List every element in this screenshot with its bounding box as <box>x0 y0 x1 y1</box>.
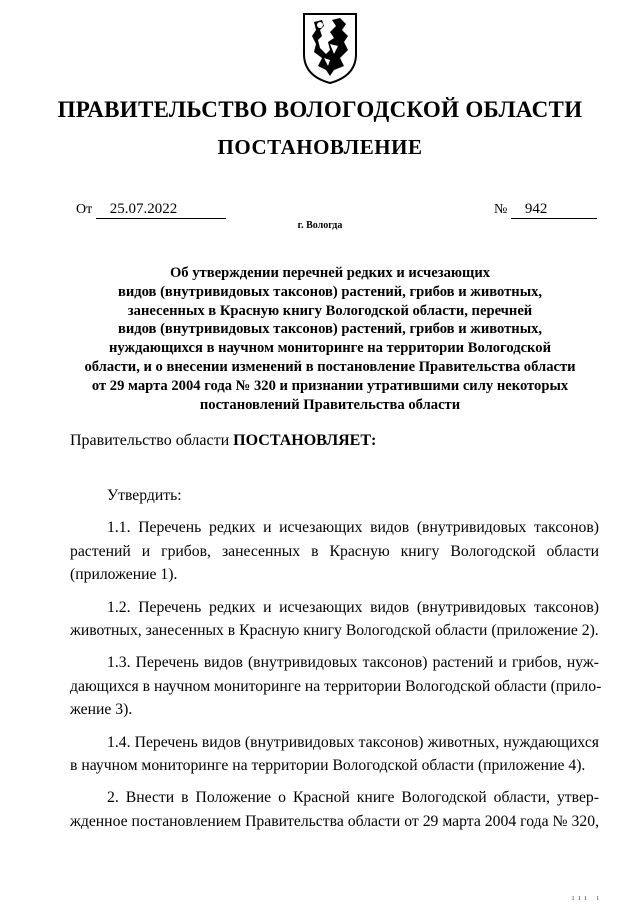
government-title: ПРАВИТЕЛЬСТВО ВОЛОГОДСКОЙ ОБЛАСТИ <box>57 97 583 122</box>
scan-marks: ı ı ı ı <box>572 893 600 902</box>
date-field <box>76 200 226 220</box>
subject-line: нуждающихся в научном мониторинге на территории Вологодской <box>109 340 551 357</box>
decree-statement <box>70 430 376 452</box>
subject-line: области, и о внесении изменений в постановление Правительства области <box>84 358 576 375</box>
item-1-4-line: 1.4. Перечень видов (внутривидовых таксонов) животных, нуждающихся <box>107 733 599 751</box>
item-1-2-line: животных, занесенных в Красную книгу Вологодской области (приложение 2). <box>70 621 599 639</box>
decree-verb: ПОСТАНОВЛЯЕТ: <box>233 432 377 449</box>
item-1-1-line: 1.1. Перечень редких и исчезающих видов (внутривидовых таксонов) <box>107 519 599 537</box>
subject-line: видов (внутривидовых таксонов) растений, грибов и животных, <box>117 283 543 300</box>
number-prefix: № <box>494 202 508 217</box>
item-1-1-line: (приложение 1). <box>70 566 178 584</box>
subject-line: от 29 марта 2004 года № 320 и признании утратившими силу некоторых <box>91 377 569 394</box>
document-body <box>70 484 602 833</box>
subject-line: видов (внутривидовых таксонов) растений, грибов и животных, <box>117 321 543 338</box>
number-value: 942 <box>511 200 597 219</box>
subject-line: занесенных в Красную книгу Вологодской области, перечней <box>127 302 533 319</box>
coat-of-arms-icon <box>300 10 360 86</box>
city-label: г. Вологда <box>297 220 343 231</box>
decree-intro: Правительство области <box>70 432 230 449</box>
document-type: ПОСТАНОВЛЕНИЕ <box>217 135 423 159</box>
item-2-line: 2. Внести в Положение о Красной книге Вологодской области, утвер- <box>107 789 599 807</box>
item-2-line: жденное постановлением Правительства области от 29 марта 2004 года № 320, <box>70 812 599 830</box>
subject-line: Об утверждении перечней редких и исчезающих <box>169 265 491 281</box>
document-subject <box>60 264 600 414</box>
item-1-3-line: жение 3). <box>70 701 133 719</box>
number-field <box>494 200 597 220</box>
approve-heading: Утвердить: <box>107 487 182 504</box>
item-1-4-line: в научном мониторинге на территории Вологодской области (приложение 4). <box>70 756 586 774</box>
item-1-3-line: дающихся в научном мониторинге на территории Вологодской области (прило- <box>70 677 602 695</box>
item-1-2-line: 1.2. Перечень редких и исчезающих видов (внутривидовых таксонов) <box>107 598 599 616</box>
item-1-3-line: 1.3. Перечень видов (внутривидовых таксонов) растений и грибов, нуж- <box>107 654 599 672</box>
date-value: 25.07.2022 <box>96 200 226 219</box>
item-1-1-line: растений и грибов, занесенных в Красную книгу Вологодской области <box>70 542 599 560</box>
subject-line: постановлений Правительства области <box>199 396 461 413</box>
date-prefix: От <box>76 202 93 217</box>
